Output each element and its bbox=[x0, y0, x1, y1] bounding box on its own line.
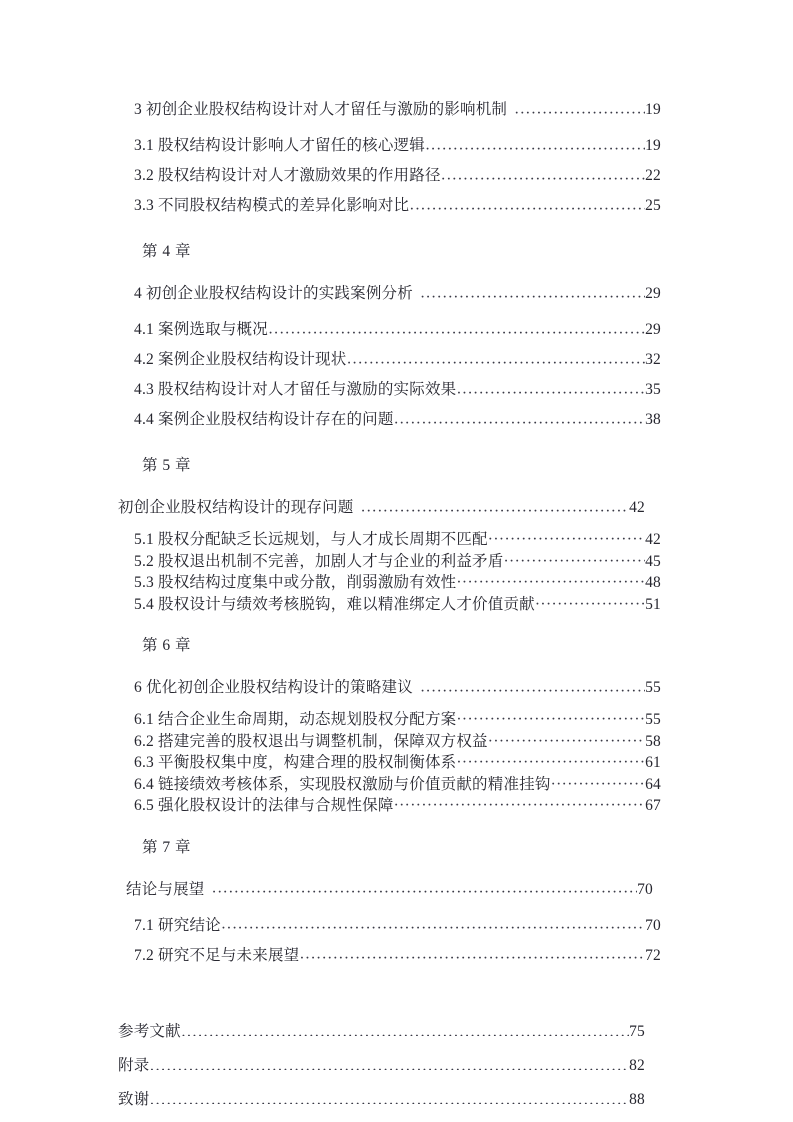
toc-entry[interactable] bbox=[134, 594, 661, 616]
toc-entry[interactable] bbox=[134, 315, 661, 345]
toc-entry-title: 4.2 案例企业股权结构设计现状 bbox=[134, 351, 347, 368]
toc-entry[interactable] bbox=[134, 709, 661, 731]
toc-entry-title: 4.4 案例企业股权结构设计存在的问题 bbox=[134, 411, 394, 428]
toc-entry-page-number: 29 bbox=[645, 285, 661, 302]
dot-leader bbox=[394, 409, 646, 425]
dot-leader bbox=[409, 195, 645, 211]
toc-block bbox=[118, 817, 661, 971]
toc-entry-page-number: 75 bbox=[629, 1022, 645, 1040]
toc-entry-title: 初创企业股权结构设计的现存问题 bbox=[118, 499, 354, 516]
toc-entry[interactable] bbox=[134, 795, 661, 817]
toc-entry[interactable] bbox=[118, 1015, 645, 1049]
toc-entry-page-number: 55 bbox=[645, 679, 661, 696]
dot-leader bbox=[346, 349, 645, 365]
dot-leader bbox=[420, 677, 645, 693]
chapter-heading: 第 4 章 bbox=[142, 243, 192, 260]
dot-leader bbox=[149, 1054, 629, 1070]
toc-entry-title: 3.3 不同股权结构模式的差异化影响对比 bbox=[134, 197, 410, 214]
toc-entry[interactable] bbox=[134, 95, 661, 125]
toc-entry[interactable] bbox=[134, 673, 661, 703]
toc-entry-page-number: 35 bbox=[645, 381, 661, 398]
toc-entry-page-number: 70 bbox=[645, 916, 661, 934]
spacer bbox=[118, 221, 645, 239]
dot-leader bbox=[456, 752, 645, 768]
toc-entry-title: 6.4 链接绩效考核体系，实现股权激励与价值贡献的精准挂钩 bbox=[134, 775, 551, 793]
dot-leader bbox=[212, 878, 638, 894]
dot-leader bbox=[221, 914, 645, 930]
toc-entry-title: 5.2 股权退出机制不完善，加剧人才与企业的利益矛盾 bbox=[134, 552, 504, 570]
toc-entry-title: 3.2 股权结构设计对人才激励效果的作用路径 bbox=[134, 167, 441, 184]
dot-leader bbox=[420, 283, 645, 299]
toc-entry[interactable] bbox=[134, 345, 661, 375]
dot-leader bbox=[268, 319, 645, 335]
toc-entry-page-number: 72 bbox=[645, 946, 661, 964]
toc-entry-page-number: 25 bbox=[645, 197, 661, 214]
chapter-heading: 第 7 章 bbox=[142, 838, 192, 856]
spacer bbox=[118, 659, 645, 673]
toc-entry[interactable] bbox=[134, 752, 661, 774]
toc-entry-title: 5.3 股权结构过度集中或分散，削弱激励有效性 bbox=[134, 574, 457, 591]
toc-entry-title: 结论与展望 bbox=[126, 880, 205, 898]
toc-entry-title: 3.1 股权结构设计影响人才留任的核心逻辑 bbox=[134, 137, 425, 154]
toc-entry-title: 参考文献 bbox=[118, 1022, 181, 1040]
toc-entry-page-number: 38 bbox=[645, 411, 661, 428]
toc-entry-page-number: 55 bbox=[645, 711, 661, 728]
toc-entry-title: 5.1 股权分配缺乏长远规划，与人才成长周期不匹配 bbox=[134, 531, 488, 548]
toc-entry[interactable] bbox=[134, 375, 661, 405]
back-matter-block bbox=[118, 1015, 645, 1117]
dot-leader bbox=[299, 944, 645, 960]
dot-leader bbox=[456, 379, 645, 395]
toc-entry-title: 6.5 强化股权设计的法律与合规性保障 bbox=[134, 797, 394, 814]
toc-entry-title: 4.3 股权结构设计对人才留任与激励的实际效果 bbox=[134, 381, 457, 398]
toc-entry-page-number: 88 bbox=[629, 1090, 645, 1108]
toc-entry-title: 7.2 研究不足与未来展望 bbox=[134, 946, 300, 964]
toc-entry[interactable] bbox=[134, 774, 661, 796]
toc-entry[interactable] bbox=[118, 1083, 645, 1117]
toc-entry[interactable] bbox=[134, 279, 661, 309]
dot-leader bbox=[456, 572, 645, 588]
toc-entry[interactable] bbox=[134, 405, 661, 435]
dot-leader bbox=[503, 551, 645, 567]
chapter-heading: 第 6 章 bbox=[142, 637, 192, 654]
toc-entry-page-number: 19 bbox=[645, 137, 661, 154]
dot-leader bbox=[149, 1088, 629, 1104]
toc-entry-title: 致谢 bbox=[118, 1090, 150, 1108]
toc-entry[interactable] bbox=[118, 1049, 645, 1083]
dot-leader bbox=[394, 795, 646, 811]
toc-entry[interactable] bbox=[126, 875, 653, 905]
spacer bbox=[118, 971, 645, 1015]
toc-entry-title: 5.4 股权设计与绩效考核脱钩，难以精准绑定人才价值贡献 bbox=[134, 595, 535, 613]
toc-entry[interactable] bbox=[134, 161, 661, 191]
toc-entry-title: 4.1 案例选取与概况 bbox=[134, 321, 268, 338]
toc-entry-page-number: 29 bbox=[645, 321, 661, 338]
toc-entry[interactable] bbox=[134, 572, 661, 594]
dot-leader bbox=[441, 165, 645, 181]
toc-entry-title: 6.1 结合企业生命周期，动态规划股权分配方案 bbox=[134, 711, 457, 728]
toc-entry[interactable] bbox=[134, 529, 661, 551]
toc-entry-page-number: 48 bbox=[645, 574, 661, 591]
toc-entry[interactable] bbox=[134, 131, 661, 161]
chapter-heading: 第 5 章 bbox=[142, 457, 192, 474]
dot-leader bbox=[181, 1020, 629, 1036]
toc-block bbox=[118, 221, 661, 435]
toc-block bbox=[118, 615, 661, 817]
toc-entry-title: 4 初创企业股权结构设计的实践案例分析 bbox=[134, 285, 413, 302]
toc-entry-title: 7.1 研究结论 bbox=[134, 916, 221, 934]
toc-entry[interactable] bbox=[134, 911, 661, 941]
toc-block bbox=[118, 435, 661, 615]
spacer bbox=[118, 817, 645, 835]
toc-entry-page-number: 82 bbox=[629, 1056, 645, 1074]
spacer bbox=[118, 479, 645, 493]
toc-entry-title: 6.3 平衡股权集中度，构建合理的股权制衡体系 bbox=[134, 754, 457, 771]
toc-entry[interactable] bbox=[134, 551, 661, 573]
toc-entry[interactable] bbox=[118, 493, 645, 523]
dot-leader bbox=[488, 731, 645, 747]
toc-content bbox=[118, 95, 661, 1117]
dot-leader bbox=[488, 529, 645, 545]
toc-entry-page-number: 22 bbox=[645, 167, 661, 184]
dot-leader bbox=[551, 774, 646, 790]
spacer bbox=[118, 265, 645, 279]
toc-entry-page-number: 45 bbox=[645, 552, 661, 570]
toc-entry-page-number: 58 bbox=[645, 732, 661, 750]
toc-entry-page-number: 19 bbox=[645, 101, 661, 118]
dot-leader bbox=[361, 497, 630, 513]
spacer bbox=[118, 435, 645, 453]
toc-entry[interactable] bbox=[134, 731, 661, 753]
toc-entry-page-number: 70 bbox=[637, 880, 653, 898]
dot-leader bbox=[535, 594, 645, 610]
toc-entry[interactable] bbox=[134, 941, 661, 971]
toc-entry-page-number: 42 bbox=[645, 531, 661, 548]
toc-entry-page-number: 61 bbox=[645, 754, 661, 771]
spacer bbox=[118, 615, 645, 633]
toc-entry-page-number: 32 bbox=[645, 351, 661, 368]
toc-entry[interactable] bbox=[134, 191, 661, 221]
toc-entry-page-number: 42 bbox=[629, 499, 645, 516]
toc-entry-title: 3 初创企业股权结构设计对人才留任与激励的影响机制 bbox=[134, 101, 508, 118]
toc-entry-title: 6 优化初创企业股权结构设计的策略建议 bbox=[134, 679, 413, 696]
dot-leader bbox=[456, 709, 645, 725]
dot-leader bbox=[425, 135, 645, 151]
dot-leader bbox=[514, 99, 645, 115]
toc-entry-title: 6.2 搭建完善的股权退出与调整机制，保障双方权益 bbox=[134, 732, 488, 750]
toc-block bbox=[118, 95, 661, 221]
spacer bbox=[118, 861, 645, 875]
toc-entry-page-number: 67 bbox=[645, 797, 661, 814]
toc-entry-title: 附录 bbox=[118, 1056, 150, 1074]
toc-entry-page-number: 64 bbox=[645, 775, 661, 793]
toc-entry-page-number: 51 bbox=[645, 595, 661, 613]
